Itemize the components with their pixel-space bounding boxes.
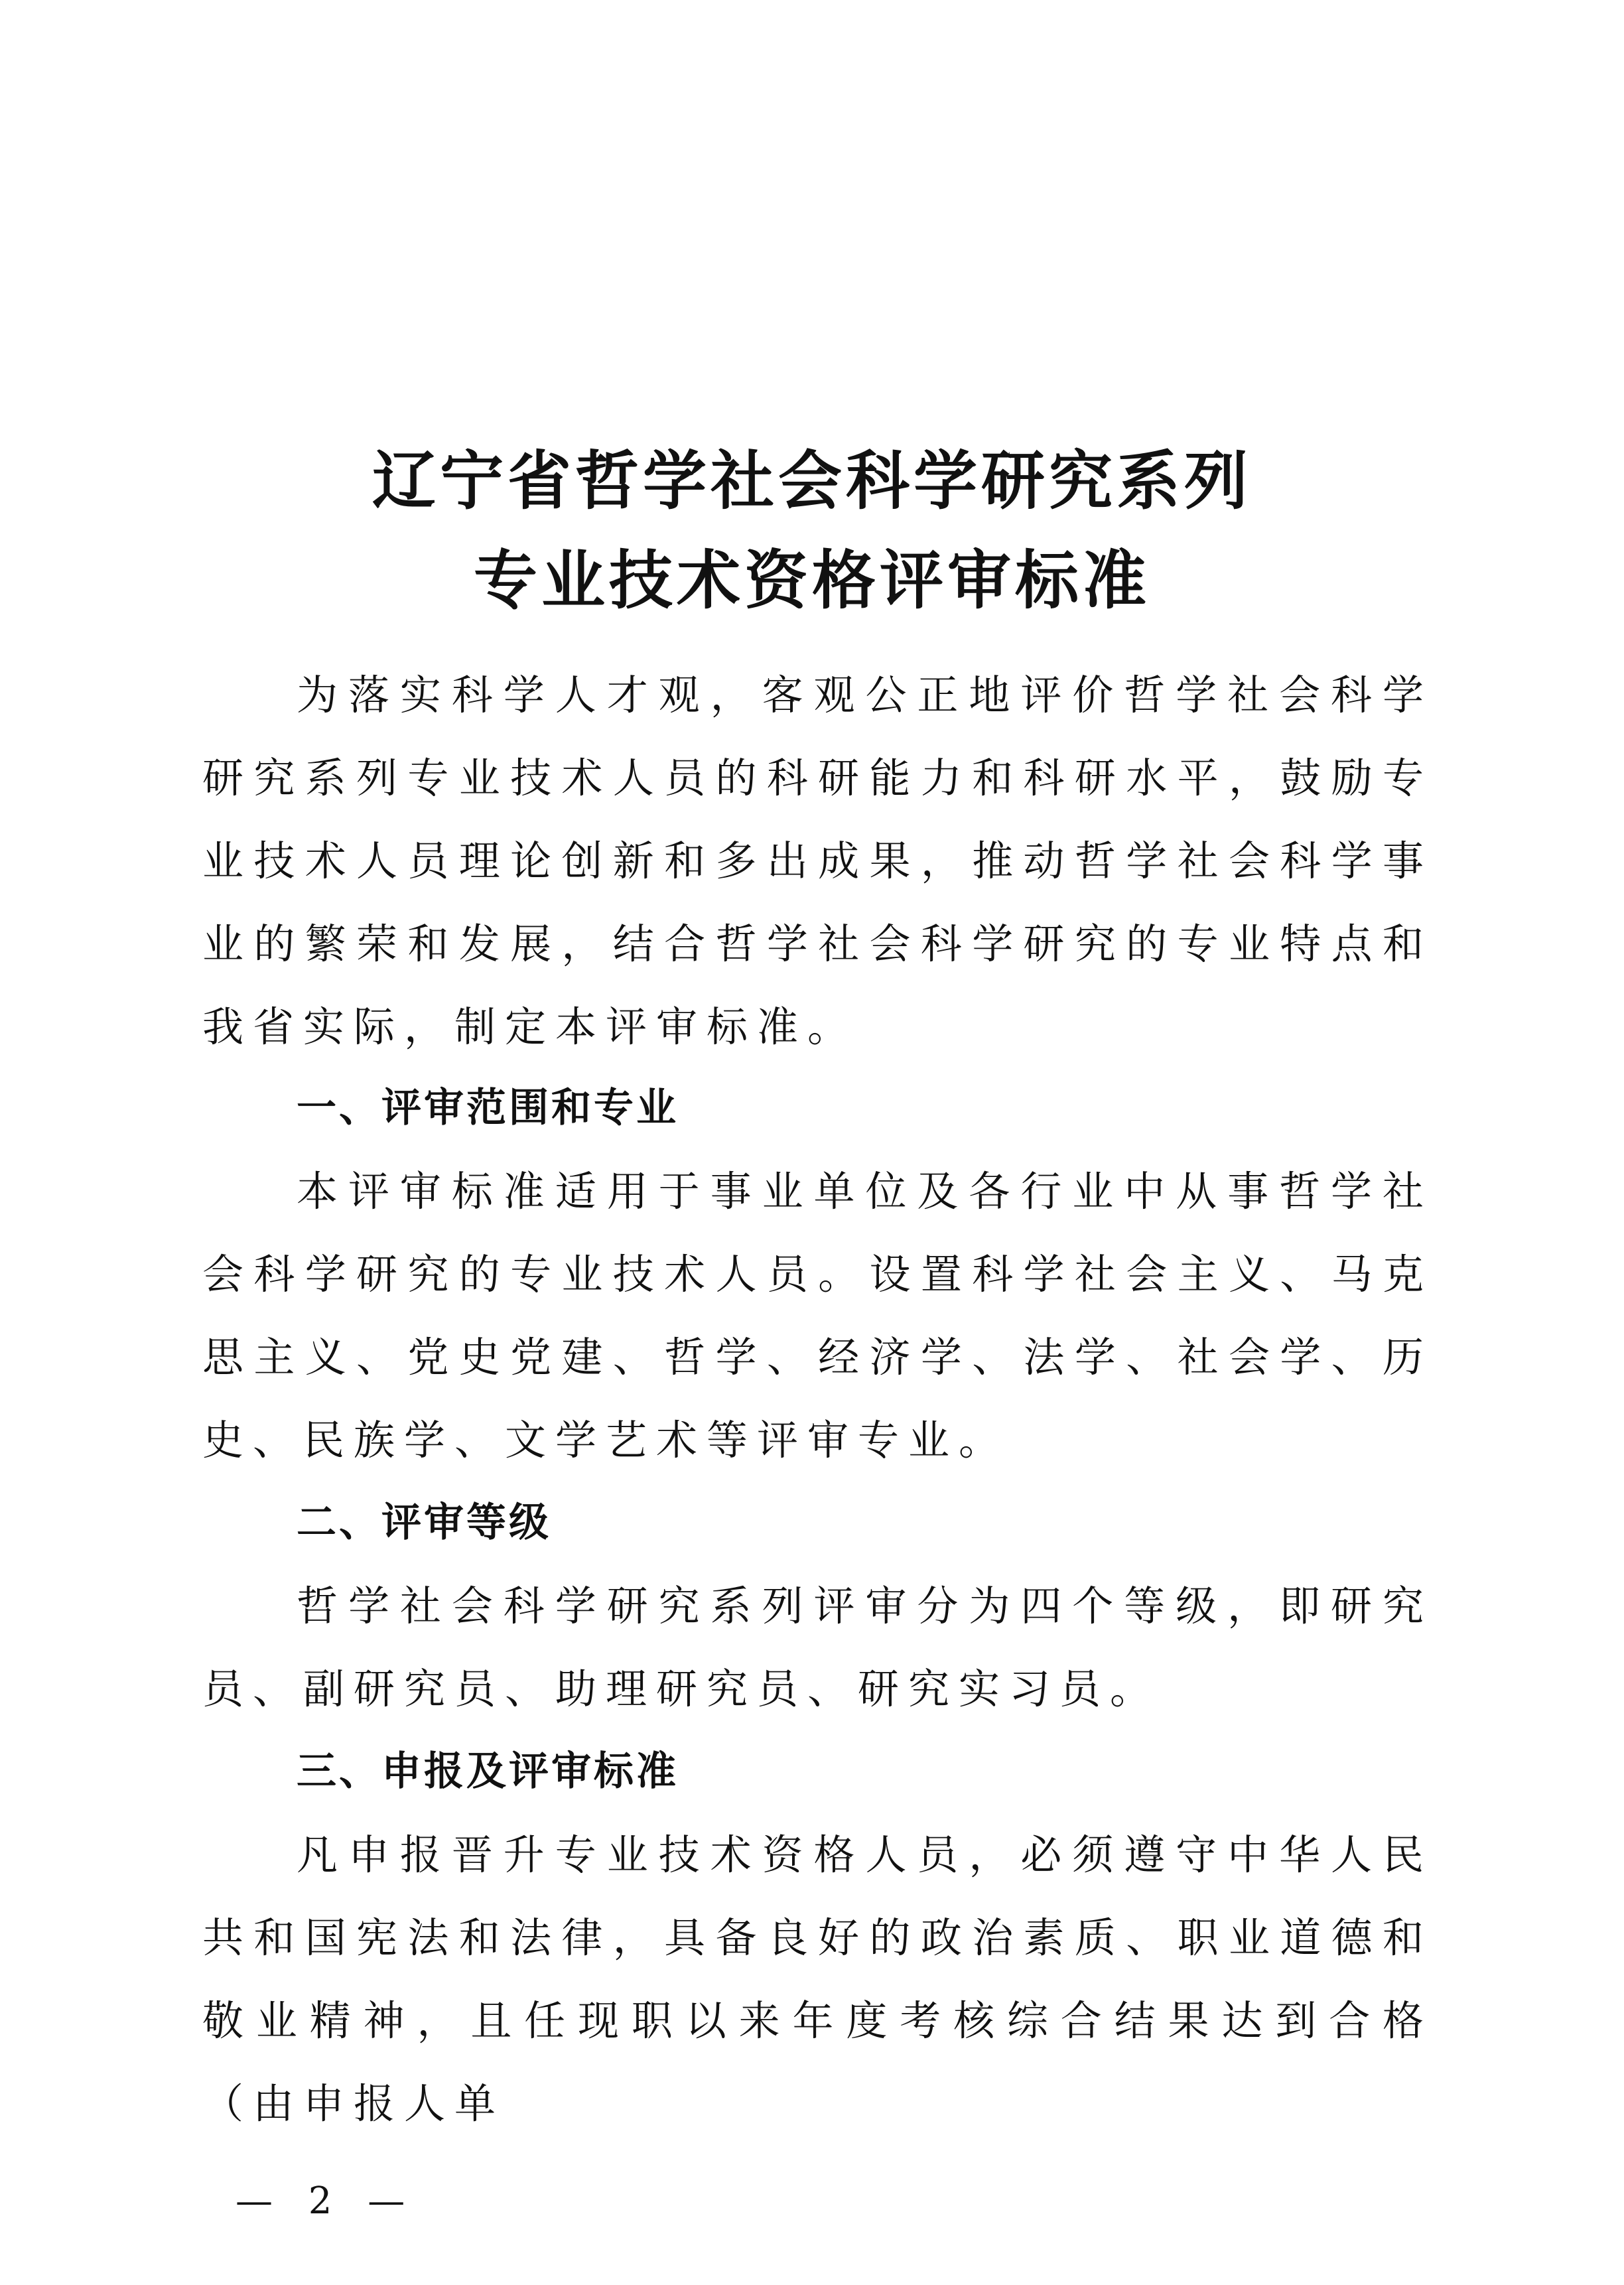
page-number: — 2 — — [236, 2180, 417, 2223]
section-paragraph-standards: 凡申报晋升专业技术资格人员，必须遵守中华人民共和国宪法和法律，具备良好的政治素质、职业道德和敬业精神，且任现职以来年度考核综合结果达到合格（由申报人单 — [202, 1831, 1433, 2128]
section-heading-standards: 三、申报及评审标准 — [297, 1748, 679, 1795]
section-2-body-block — [202, 1564, 1433, 1730]
section-3-heading-block — [202, 1730, 1433, 1813]
section-heading-levels: 二、评审等级 — [297, 1499, 551, 1546]
section-1-body-block — [202, 1150, 1433, 1482]
section-2-heading-block — [202, 1482, 1433, 1564]
section-heading-scope: 一、评审范围和专业 — [297, 1085, 679, 1131]
intro-paragraph: 为落实科学人才观，客观公正地评价哲学社会科学研究系列专业技术人员的科研能力和科研水平，鼓励专业技术人员理论创新和多出成果，推动哲学社会科学事业的繁荣和发展，结合哲学社会科学研究的专业特点和我省实际，制定本评审标准。 — [202, 671, 1433, 1051]
title-line-1: 辽宁省哲学社会科学研究系列 — [372, 443, 1252, 518]
section-paragraph-levels: 哲学社会科学研究系列评审分为四个等级，即研究员、副研究员、助理研究员、研究实习员。 — [202, 1582, 1433, 1713]
document-title — [0, 431, 1624, 630]
section-paragraph-scope: 本评审标准适用于事业单位及各行业中从事哲学社会科学研究的专业技术人员。设置科学社会主义、马克思主义、党史党建、哲学、经济学、法学、社会学、历史、民族学、文学艺术等评审专业。 — [202, 1167, 1433, 1464]
title-line-2: 专业技术资格评审标准 — [474, 543, 1150, 618]
section-3-body-block — [202, 1813, 1433, 2145]
intro-paragraph-block — [202, 654, 1433, 1068]
section-1-heading-block — [202, 1067, 1433, 1150]
